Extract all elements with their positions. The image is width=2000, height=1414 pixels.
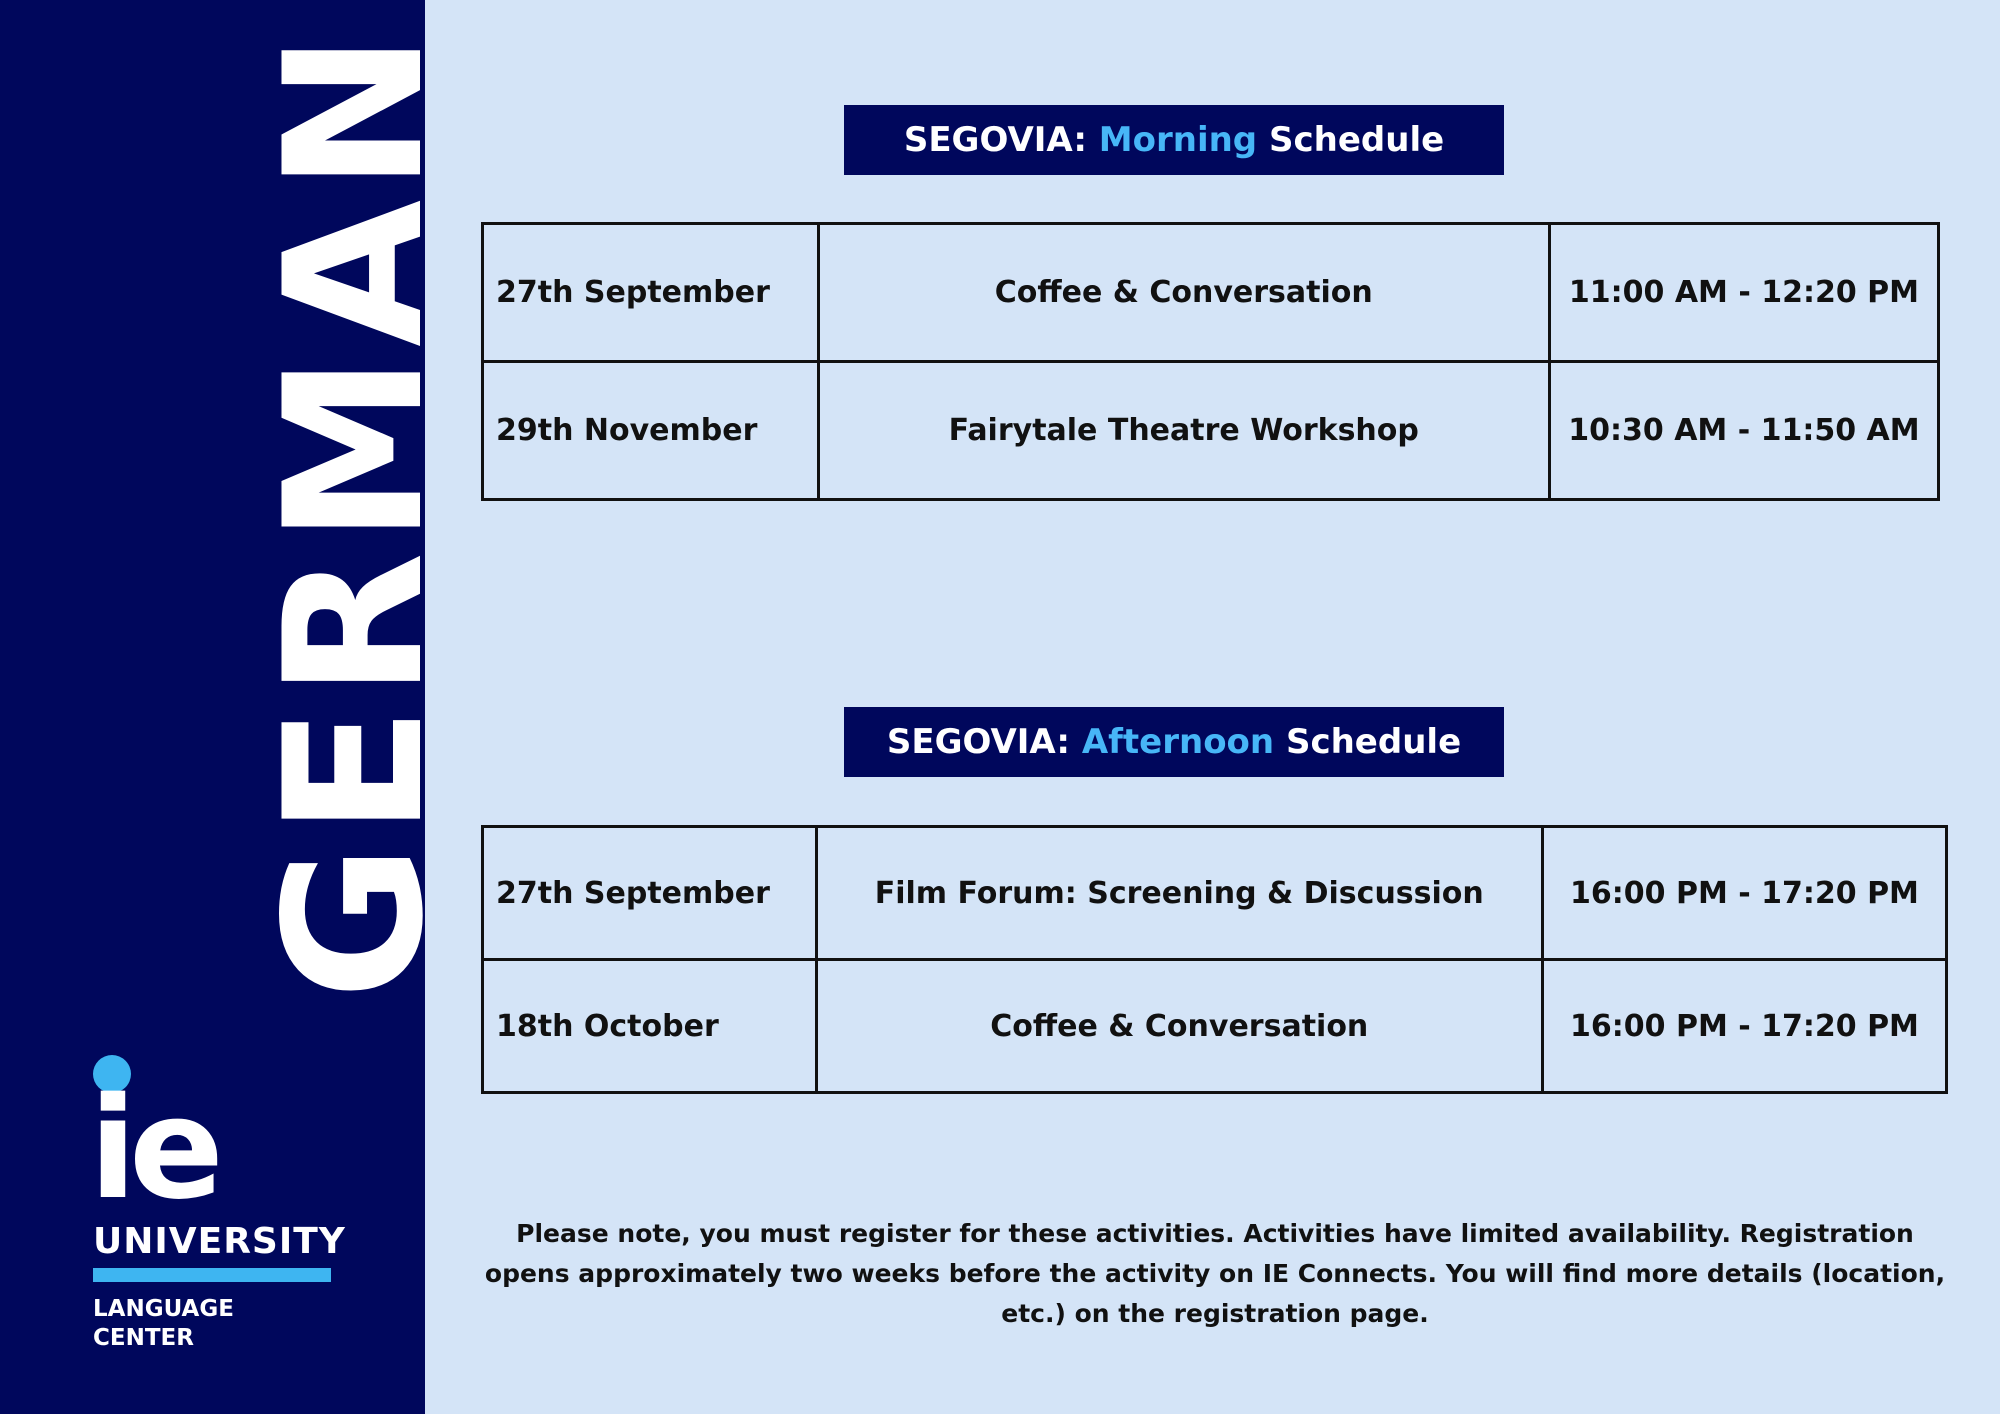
language-title: GERMAN [244,24,465,1000]
activity-cell: Coffee & Conversation [816,960,1542,1093]
time-cell: 11:00 AM - 12:20 PM [1549,224,1938,362]
logo-university-text: UNIVERSITY [93,1221,346,1262]
morning-schedule-table [481,222,1940,501]
activity-cell: Fairytale Theatre Workshop [818,362,1549,500]
date-cell: 27th September [483,224,819,362]
afternoon-title-highlight: Afternoon [1081,722,1275,762]
afternoon-schedule-title [844,707,1504,777]
table-row [483,827,1947,960]
registration-note: Please note, you must register for these activities. Activities have limited availability. Registration opens approximately two weeks before the activity on IE Connects. You will find more details (location, etc.) on the registration page. [484,1219,1946,1328]
time-cell: 16:00 PM - 17:20 PM [1542,960,1946,1093]
morning-title-highlight: Morning [1098,120,1258,160]
logo-mark: ie [89,1068,216,1231]
time-cell: 10:30 AM - 11:50 AM [1549,362,1938,500]
afternoon-title-prefix: SEGOVIA: [886,722,1082,762]
date-cell: 27th September [483,827,817,960]
morning-title-suffix: Schedule [1257,120,1445,160]
table-row [483,224,1939,362]
sidebar [0,0,465,1414]
afternoon-schedule-table [481,825,1948,1094]
morning-title-prefix: SEGOVIA: [903,120,1099,160]
table-row [483,362,1939,500]
logo-underline [93,1268,331,1282]
logo-language-center-text: LANGUAGE CENTER [93,1296,234,1351]
activity-cell: Film Forum: Screening & Discussion [816,827,1542,960]
afternoon-title-suffix: Schedule [1274,722,1462,762]
time-cell: 16:00 PM - 17:20 PM [1542,827,1946,960]
activity-cell: Coffee & Conversation [818,224,1549,362]
morning-schedule-title [844,105,1504,175]
table-row [483,960,1947,1093]
date-cell: 18th October [483,960,817,1093]
ie-university-logo [89,1055,353,1355]
date-cell: 29th November [483,362,819,500]
